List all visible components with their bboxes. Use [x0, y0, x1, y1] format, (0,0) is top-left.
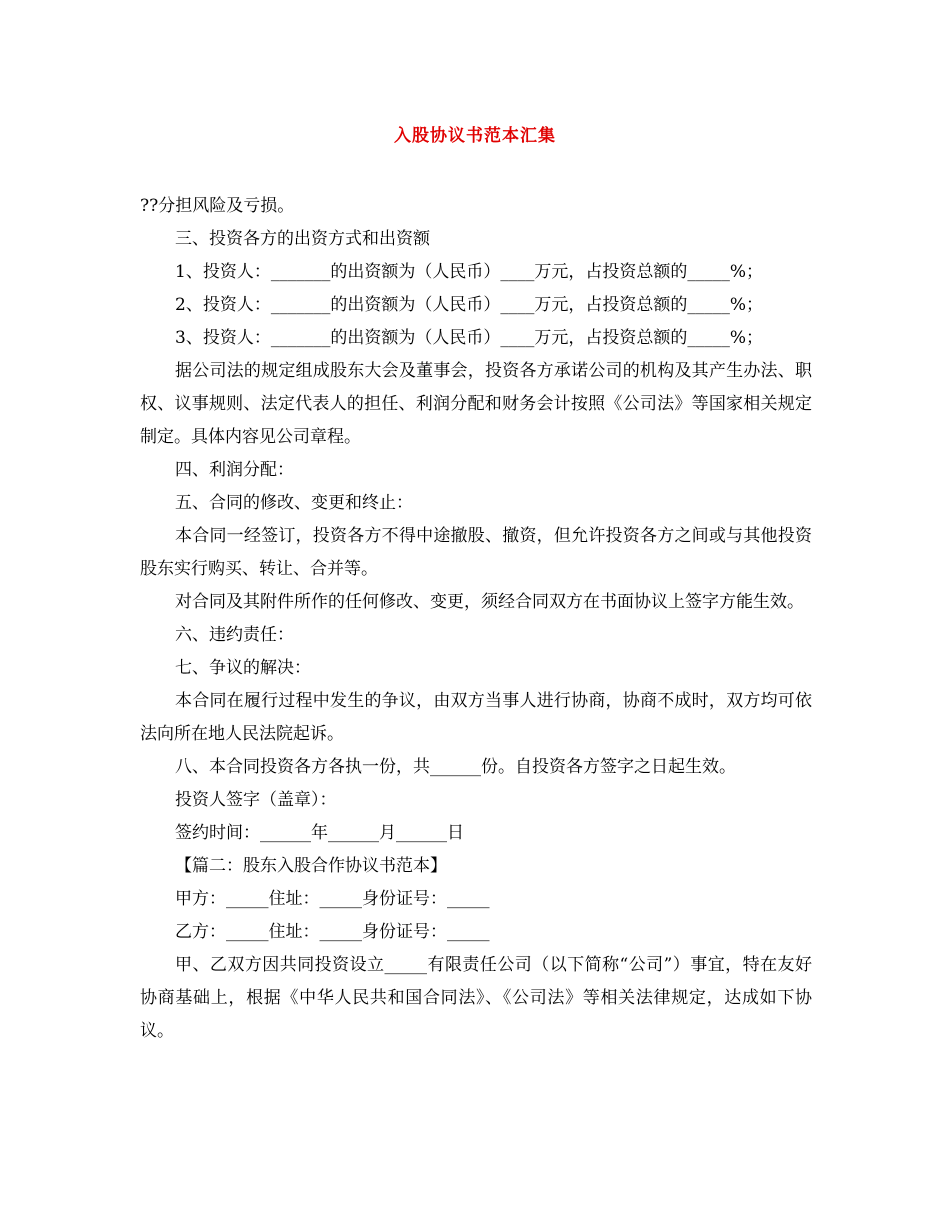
paragraph: 对合同及其附件所作的任何修改、变更，须经合同双方在书面协议上签字方能生效。 [175, 592, 804, 612]
party-a-line: 甲方：_____住址：_____身份证号：_____ [175, 889, 490, 909]
section-heading: 六、违约责任： [175, 625, 294, 645]
paragraph: 本合同一经签订，投资各方不得中途撤股、撤资，但允许投资各方之间或与其他投资股东实行购买、转让、合并等。 [140, 526, 812, 579]
paragraph: 甲、乙双方因共同投资设立_____有限责任公司（以下简称“公司”）事宜，特在友好协商基础上，根据《中华人民共和国合同法》、《公司法》等相关法律规定，达成如下协议。 [140, 955, 812, 1041]
section-heading: 三、投资各方的出资方式和出资额 [175, 229, 430, 249]
signature-line: 投资人签字（盖章）： [175, 790, 337, 810]
section-title: 【篇二：股东入股合作协议书范本】 [175, 856, 447, 876]
section-heading: 四、利润分配： [175, 460, 294, 480]
document-body [140, 190, 812, 1048]
paragraph: 八、本合同投资各方各执一份，共______份。自投资各方签字之日起生效。 [175, 757, 736, 777]
paragraph: 本合同在履行过程中发生的争议，由双方当事人进行协商，协商不成时，双方均可依法向所在地人民法院起诉。 [140, 691, 812, 744]
date-line: 签约时间：______年______月______日 [175, 823, 464, 843]
document-title: 入股协议书范本汇集 [394, 126, 556, 146]
paragraph: 据公司法的规定组成股东大会及董事会，投资各方承诺公司的机构及其产生办法、职权、议事规则、法定代表人的担任、利润分配和财务会计按照《公司法》等国家相关规定制定。具体内容见公司章程。 [140, 361, 812, 447]
section-heading: 五、合同的修改、变更和终止： [175, 493, 413, 513]
investor-line: 3、投资人：_______的出资额为（人民币）____万元，占投资总额的_____%； [175, 328, 763, 348]
party-b-line: 乙方：_____住址：_____身份证号：_____ [175, 922, 490, 942]
section-heading: 七、争议的解决： [175, 658, 311, 678]
investor-line: 2、投资人：_______的出资额为（人民币）____万元，占投资总额的_____%； [175, 295, 763, 315]
investor-line: 1、投资人：_______的出资额为（人民币）____万元，占投资总额的_____%； [175, 262, 763, 282]
paragraph: ??分担风险及亏损。 [140, 196, 295, 216]
